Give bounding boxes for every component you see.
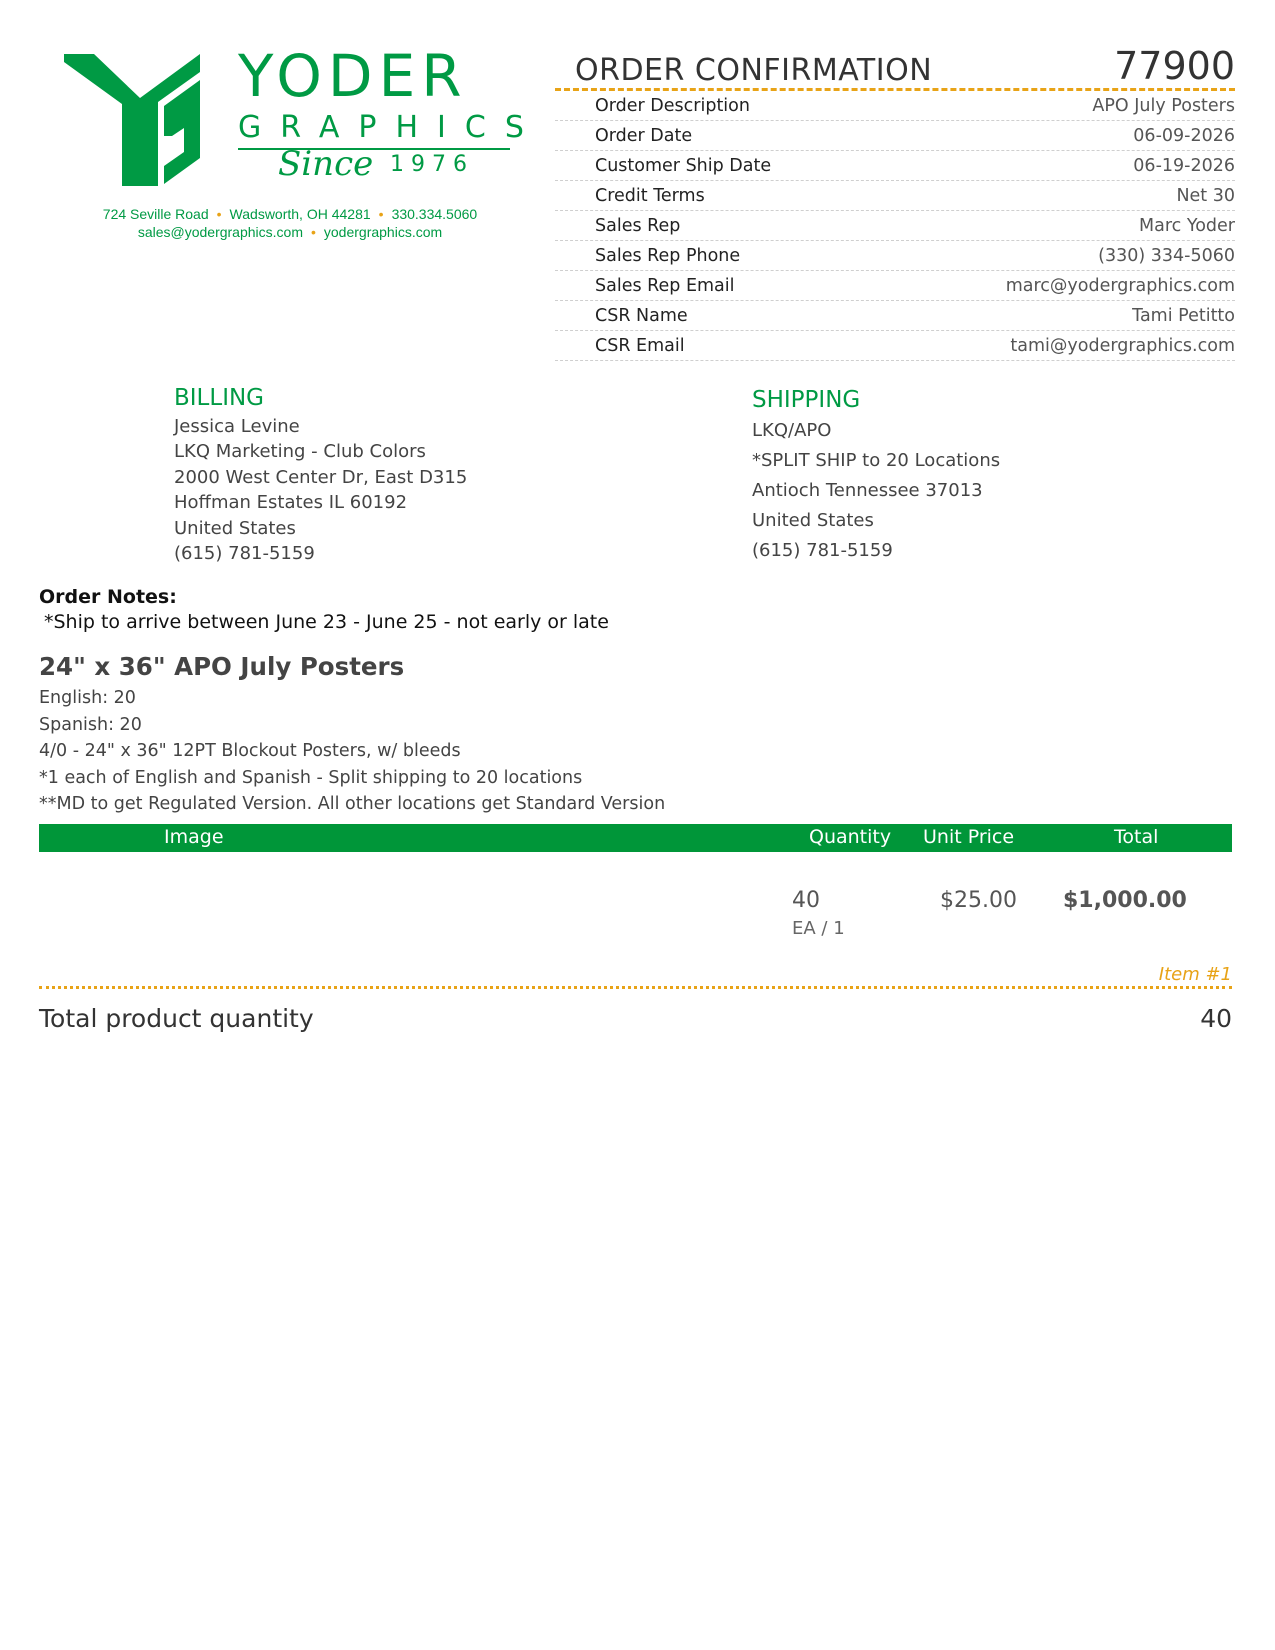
shipping-address bbox=[752, 388, 1000, 566]
logo-since: Since bbox=[278, 144, 374, 184]
detail-value: Marc Yoder bbox=[1139, 215, 1235, 236]
shipping-line: *SPLIT SHIP to 20 Locations bbox=[752, 449, 1001, 471]
order-number: 77900 bbox=[1114, 44, 1235, 88]
item-total: $1,000.00 bbox=[1063, 888, 1187, 913]
detail-row-sales-rep bbox=[555, 211, 1235, 241]
logo-year: 1976 bbox=[390, 152, 474, 177]
detail-label: CSR Email bbox=[595, 335, 685, 356]
logo-wordmark: YODER bbox=[238, 42, 468, 110]
shipping-line: Antioch Tennessee 37013 bbox=[752, 479, 983, 501]
detail-value: APO July Posters bbox=[1092, 95, 1235, 116]
contact-city: Wadsworth, OH 44281 bbox=[229, 206, 371, 222]
billing-line: United States bbox=[174, 517, 296, 539]
detail-label: Customer Ship Date bbox=[595, 155, 772, 176]
contact-website[interactable]: yodergraphics.com bbox=[323, 224, 443, 240]
order-confirmation-panel bbox=[555, 44, 1235, 361]
shipping-heading: SHIPPING bbox=[752, 387, 861, 413]
detail-value-email[interactable]: tami@yodergraphics.com bbox=[1010, 335, 1235, 356]
billing-address bbox=[174, 386, 467, 567]
detail-label: Order Date bbox=[595, 125, 693, 146]
contact-web-line: sales@yodergraphics.com • yodergraphics.com bbox=[137, 224, 443, 240]
billing-line: Jessica Levine bbox=[174, 415, 300, 437]
billing-line: Hoffman Estates IL 60192 bbox=[174, 492, 408, 513]
item-unit: EA / 1 bbox=[792, 918, 845, 939]
col-header-image: Image bbox=[164, 826, 224, 848]
detail-value-email[interactable]: marc@yodergraphics.com bbox=[1005, 275, 1235, 296]
detail-value: Net 30 bbox=[1176, 185, 1235, 206]
billing-line: 2000 West Center Dr, East D315 bbox=[174, 466, 468, 488]
contact-email[interactable]: sales@yodergraphics.com bbox=[137, 224, 303, 240]
detail-label: Sales Rep Email bbox=[595, 275, 735, 296]
confirmation-title: ORDER CONFIRMATION bbox=[575, 53, 933, 88]
shipping-line: (615) 781-5159 bbox=[752, 539, 893, 561]
item-unit-price: $25.00 bbox=[940, 888, 1017, 913]
detail-row-csr-email bbox=[555, 331, 1235, 361]
logo-subtitle: GRAPHICS bbox=[238, 110, 543, 145]
col-header-quantity: Quantity bbox=[809, 826, 892, 848]
detail-label: Order Description bbox=[595, 95, 750, 116]
product-line: **MD to get Regulated Version. All other locations get Standard Version bbox=[39, 794, 666, 814]
detail-row-csr-name bbox=[555, 301, 1235, 331]
detail-label: Sales Rep Phone bbox=[595, 245, 741, 266]
item-quantity: 40 bbox=[792, 888, 820, 913]
detail-value: 06-09-2026 bbox=[1133, 125, 1235, 146]
billing-line: (615) 781-5159 bbox=[174, 543, 315, 564]
detail-row-credit-terms bbox=[555, 181, 1235, 211]
total-quantity-label: Total product quantity bbox=[39, 1004, 314, 1033]
product-line: English: 20 bbox=[39, 688, 136, 708]
billing-heading: BILLING bbox=[174, 385, 265, 411]
company-contact bbox=[60, 205, 520, 241]
yg-monogram-icon bbox=[60, 40, 230, 190]
shipping-line: United States bbox=[752, 509, 874, 531]
order-notes-heading: Order Notes: bbox=[39, 586, 177, 608]
detail-value: 06-19-2026 bbox=[1133, 155, 1235, 176]
col-header-unit-price: Unit Price bbox=[923, 826, 1015, 848]
product-title: 24" x 36" APO July Posters bbox=[39, 652, 405, 681]
product-line: 4/0 - 24" x 36" 12PT Blockout Posters, w/ bleeds bbox=[39, 741, 461, 761]
contact-street: 724 Seville Road bbox=[102, 206, 209, 222]
detail-label: CSR Name bbox=[595, 305, 688, 326]
detail-row-ship-date bbox=[555, 151, 1235, 181]
total-quantity-value: 40 bbox=[1200, 1004, 1232, 1033]
shipping-line: LKQ/APO bbox=[752, 419, 832, 441]
line-items-header bbox=[39, 824, 1232, 852]
detail-label: Credit Terms bbox=[595, 185, 705, 206]
item-number-tag: Item #1 bbox=[1158, 964, 1232, 985]
item-divider bbox=[39, 986, 1232, 989]
billing-line: LKQ Marketing - Club Colors bbox=[174, 441, 426, 462]
confirmation-header bbox=[555, 44, 1235, 91]
detail-value: (330) 334-5060 bbox=[1098, 245, 1235, 266]
order-notes bbox=[39, 586, 609, 633]
detail-label: Sales Rep bbox=[595, 215, 681, 236]
order-notes-text: *Ship to arrive between June 23 - June 25 - not early or late bbox=[44, 611, 609, 633]
contact-phone: 330.334.5060 bbox=[391, 206, 478, 222]
detail-row-sales-rep-phone bbox=[555, 241, 1235, 271]
detail-row-sales-rep-email bbox=[555, 271, 1235, 301]
detail-row-order-description bbox=[555, 91, 1235, 121]
col-header-total: Total bbox=[1114, 826, 1159, 848]
product-description bbox=[39, 652, 665, 818]
product-line: Spanish: 20 bbox=[39, 714, 142, 735]
detail-value: Tami Petitto bbox=[1132, 305, 1235, 326]
contact-address-line: 724 Seville Road • Wadsworth, OH 44281 • 330.334.5060 bbox=[102, 206, 478, 222]
product-line: *1 each of English and Spanish - Split shipping to 20 locations bbox=[39, 767, 583, 788]
detail-row-order-date bbox=[555, 121, 1235, 151]
